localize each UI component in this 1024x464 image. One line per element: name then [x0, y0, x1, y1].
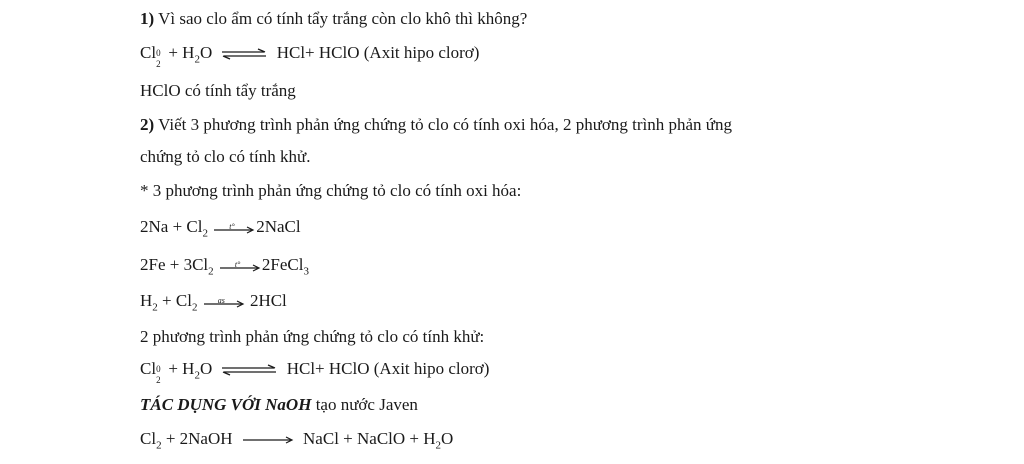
heat-arrow-icon: t°	[212, 220, 256, 236]
q1-equation: Cl 0 2 + $H_2O$ HCl+ HClO (Axit hipo clorơ)	[140, 43, 480, 70]
equilibrium-arrow-icon	[220, 48, 268, 60]
reaction-3: $H_2 + Cl_2$ as 2HCl	[140, 291, 287, 314]
q1-question: Vì sao clo ẩm có tính tẩy trắng còn clo khô thì không?	[158, 9, 528, 28]
reaction-2: $2Fe + 3Cl_2$ t° 2FeCl$_3$	[140, 255, 309, 278]
reaction-4: Cl 0 2 + $H_2O$ HCl+ HClO (Axit hipo clorơ)	[140, 359, 490, 386]
oxidation-heading: * 3 phương trình phản ứng chứng tỏ clo có tính oxi hóa:	[140, 181, 522, 200]
reduction-heading: 2 phương trình phản ứng chứng tỏ clo có tính khử:	[140, 327, 485, 346]
eq-note: (Axit hipo clorơ)	[363, 43, 480, 62]
q2-line2: chứng tỏ clo có tính khử.	[140, 147, 311, 166]
reaction-arrow-icon	[241, 434, 295, 446]
q2-number: 2)	[140, 115, 155, 134]
q2-question: Viết 3 phương trình phản ứng chứng tỏ clo có tính oxi hóa, 2 phương trình phản ứng	[158, 115, 733, 134]
q2-line1	[140, 114, 732, 136]
reaction-5: $Cl_2$ + 2NaOH NaCl + NaClO + $H_2O$	[140, 429, 454, 452]
heat-arrow-icon: t°	[218, 258, 262, 274]
reaction-1: $2Na + Cl_2$ t° 2NaCl	[140, 217, 301, 240]
light-arrow-icon: as	[202, 294, 246, 310]
equilibrium-arrow-icon	[220, 364, 278, 376]
naoh-note: tạo nước Javen	[315, 395, 418, 414]
naoh-line	[140, 394, 418, 416]
eq-oxidation-state: 0 2	[156, 48, 161, 70]
q1-answer: HClO có tính tẩy trắng	[140, 81, 296, 100]
eq-cl: Cl	[140, 43, 157, 62]
q1-line	[140, 8, 527, 30]
q1-number: 1)	[140, 9, 155, 28]
eq-rhs: HCl+ HClO	[276, 43, 360, 62]
naoh-heading: TÁC DỤNG VỚI NaOH	[140, 395, 312, 414]
